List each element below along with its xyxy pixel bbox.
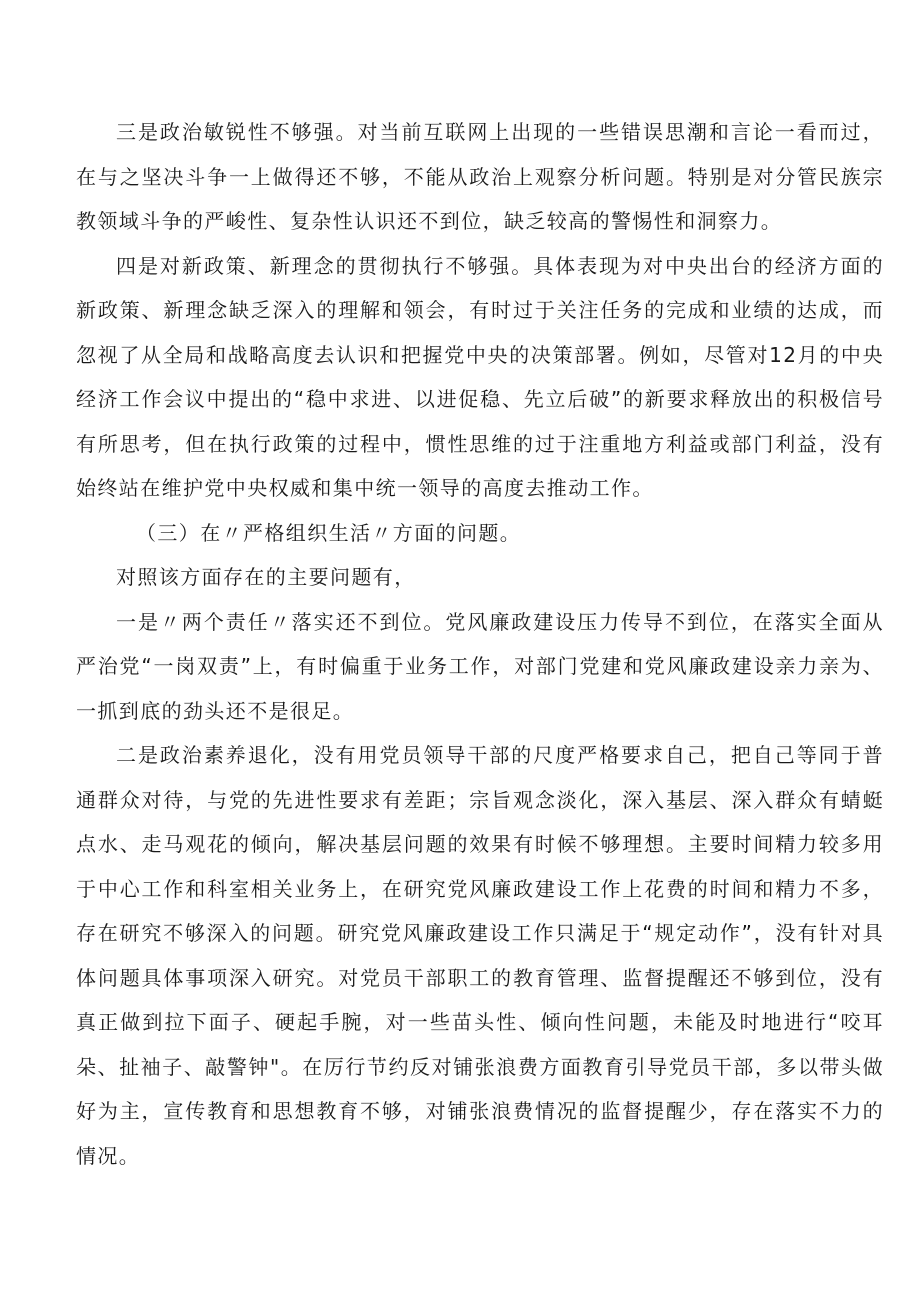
paragraph-political-quality: 二是政治素养退化，没有用党员领导干部的尺度严格要求自己，把自己等同于普通群众对待，与党的先进性要求有差距；宗旨观念淡化，深入基层、深入群众有蜻蜓点水、走马观花的倾向，解决基层问题的效果有时候不够理想。主要时间精力较多用于中心工作和科室相关业务上，在研究党风廉政建设工作上花费的时间和精力不多，存在研究不够深入的问题。研究党风廉政建设工作只满足于“规定动作”，没有针对具体问题具体事项深入研究。对党员干部职工的教育管理、监督提醒还不够到位，没有真正做到拉下面子、硬起手腕，对一些苗头性、倾向性问题，未能及时地进行“咬耳朵、扯袖子、敲警钟"。在厉行节约反对铺张浪费方面教育引导党员干部，多以带头做好为主，宣传教育和思想教育不够，对铺张浪费情况的监督提醒少，存在落实不力的情况。 xyxy=(76,743,885,1168)
paragraph-two-responsibilities: 一是〃两个责任〃落实还不到位。党风廉政建设压力传导不到位，在落实全面从严治党“一岗双责”上，有时偏重于业务工作，对部门党建和党风廉政建设亲力亲为、一抓到底的劲头还不是很足。 xyxy=(76,609,884,723)
paragraph-main-problems-intro: 对照该方面存在的主要问题有， xyxy=(116,565,416,589)
paragraph-political-sensitivity: 三是政治敏锐性不够强。对当前互联网上出现的一些错误思潮和言论一看而过，在与之坚决斗争一上做得还不够，不能从政治上观察分析问题。特别是对分管民族宗教领域斗争的严峻性、复杂性认识还不到位，缺乏较高的警惕性和洞察力。 xyxy=(76,120,884,233)
document-body xyxy=(76,110,884,1178)
section-heading-organizational-life: （三）在〃严格组织生活〃方面的问题。 xyxy=(136,520,522,545)
paragraph-new-policies: 四是对新政策、新理念的贯彻执行不够强。具体表现为对中央出台的经济方面的新政策、新理念缺乏深入的理解和领会，有时过于关注任务的完成和业绩的达成，而忽视了从全局和战略高度去认识和把握党中央的决策部署。例如，尽管对12月的中央经济工作会议中提出的“稳中求进、以进促稳、先立后破”的新要求释放出的积极信号有所思考，但在执行政策的过程中，惯性思维的过于注重地方利益或部门利益，没有始终站在维护党中央权威和集中统一领导的高度去推动工作。 xyxy=(76,253,884,500)
